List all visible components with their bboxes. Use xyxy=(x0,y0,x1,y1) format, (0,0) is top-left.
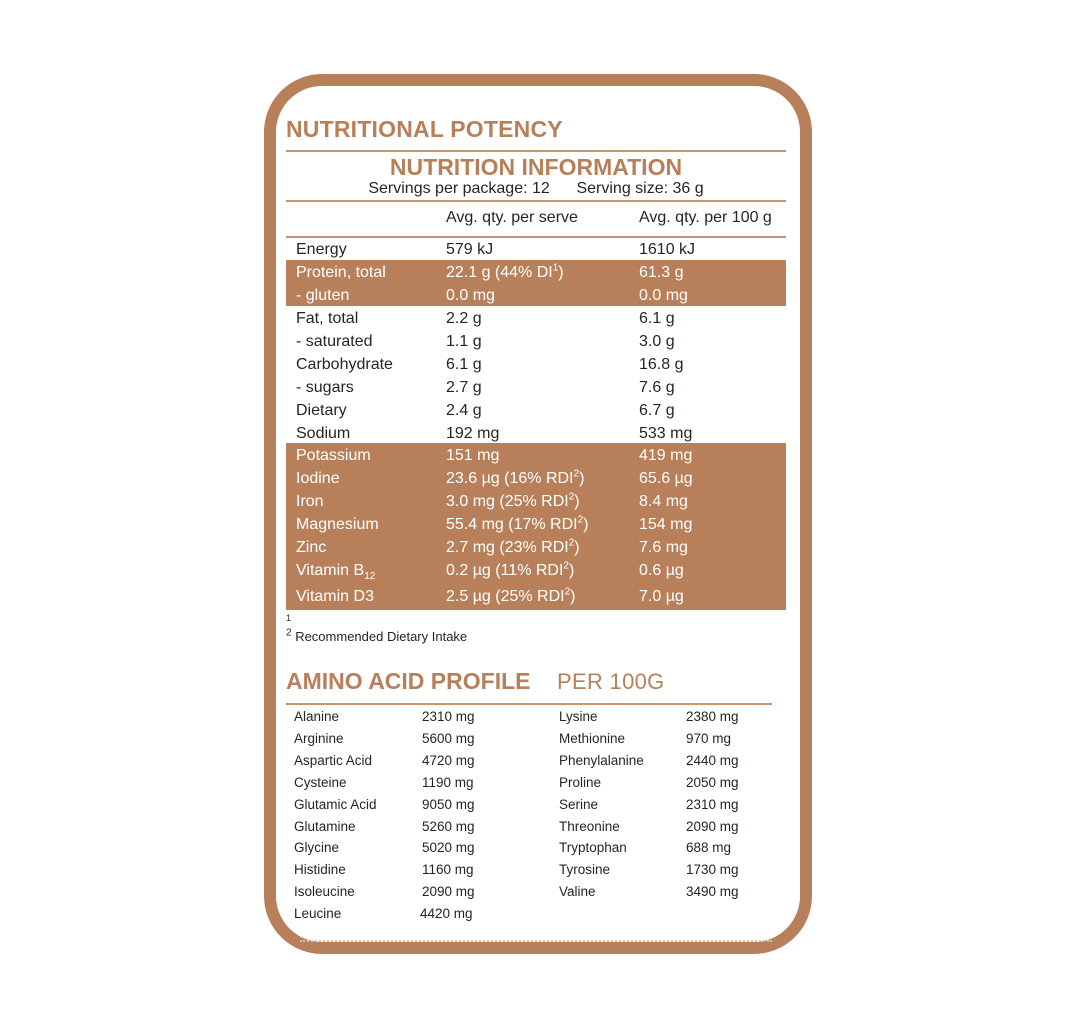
nutrition-row xyxy=(286,585,786,608)
amount-per-100g: 6.1 g xyxy=(639,310,675,327)
amount-per-100g: 65.6 µg xyxy=(639,470,693,487)
amino-name: Proline xyxy=(559,774,602,790)
amount-per-serve: 23.6 µg (16% RDI$^2$) xyxy=(446,468,585,487)
amount-per-serve: 3.0 mg (25% RDI$^2$) xyxy=(446,491,580,510)
nutrition-row xyxy=(286,422,786,445)
nutrition-title: NUTRITION INFORMATION xyxy=(389,154,683,180)
amount-per-100g: 7.0 µg xyxy=(639,588,684,605)
amino-name: Alanine xyxy=(294,709,340,724)
amino-value: 4720 mg xyxy=(422,752,475,768)
amount-per-100g: 1610 kJ xyxy=(639,241,696,258)
nutrition-row xyxy=(286,513,786,536)
amount-per-serve: 0.0 mg xyxy=(446,287,495,304)
amount-per-100g: 8.4 mg xyxy=(639,493,688,510)
nutrient-name: Energy xyxy=(296,241,347,258)
amino-name: Glutamine xyxy=(294,818,356,834)
amount-per-serve: 55.4 mg (17% RDI$^2$) xyxy=(446,514,589,533)
amount-per-100g: 0.6 µg xyxy=(639,562,684,579)
nutrient-name: Iodine xyxy=(296,470,340,487)
amino-name: Tryptophan xyxy=(559,840,627,856)
bottom-dotted-line xyxy=(300,940,772,942)
amino-value: 2380 mg xyxy=(686,709,739,724)
nutrition-row xyxy=(286,353,786,376)
nutrient-name: Dietary xyxy=(296,402,347,419)
amino-name: Glutamic Acid xyxy=(294,796,377,812)
amino-value: 2310 mg xyxy=(422,709,475,724)
amount-per-serve: 2.4 g xyxy=(446,402,482,419)
amount-per-100g: 61.3 g xyxy=(639,264,684,281)
nutrition-row xyxy=(286,444,786,467)
amino-name: Lysine xyxy=(559,709,598,724)
amino-value: 5260 mg xyxy=(422,818,475,834)
nutrient-name: - saturated xyxy=(296,333,373,350)
amino-row xyxy=(0,903,473,925)
amino-name: Glycine xyxy=(294,840,340,856)
nutrient-name: Vitamin D3 xyxy=(296,588,374,605)
amount-per-100g: 0.0 mg xyxy=(639,287,688,304)
nutrition-row xyxy=(286,490,786,513)
amount-per-100g: 154 mg xyxy=(639,516,693,533)
amino-divider xyxy=(286,703,772,705)
amino-name: Phenylalanine xyxy=(559,752,644,768)
nutrition-row xyxy=(286,284,786,307)
nutrient-name: Carbohydrate xyxy=(296,356,393,373)
servings-line xyxy=(286,180,786,198)
amino-name: Valine xyxy=(559,884,596,900)
amino-name: Serine xyxy=(559,796,599,812)
amino-value: 3490 mg xyxy=(686,884,739,900)
amino-name: Cysteine xyxy=(294,774,347,790)
amino-value: 9050 mg xyxy=(422,796,475,812)
nutrient-name: Fat, total xyxy=(296,310,359,327)
nutrition-row xyxy=(286,238,786,261)
amino-name: Aspartic Acid xyxy=(294,752,373,768)
column-header-per-100g: Avg. qty. per 100 g xyxy=(639,209,772,226)
amino-value: 1160 mg xyxy=(422,862,474,878)
amount-per-serve: 2.7 mg (23% RDI$^2$) xyxy=(446,537,580,556)
amount-per-100g: 6.7 g xyxy=(639,402,675,419)
nutrient-name: Potassium xyxy=(296,447,371,464)
amount-per-serve: 151 mg xyxy=(446,447,500,464)
amount-per-serve: 192 mg xyxy=(446,425,500,442)
amount-per-serve: 1.1 g xyxy=(446,333,482,350)
servings-per-package: Servings per package: 12 xyxy=(368,180,550,197)
amino-value: 2050 mg xyxy=(686,774,739,790)
nutrition-row xyxy=(286,376,786,399)
amino-value: 2440 mg xyxy=(686,752,739,768)
amino-value: 4420 mg xyxy=(420,906,473,922)
amount-per-100g: 533 mg xyxy=(639,425,693,442)
amount-per-serve: 2.2 g xyxy=(446,310,482,327)
column-header-per-serve: Avg. qty. per serve xyxy=(446,209,578,226)
amount-per-serve: 2.5 µg (25% RDI$^2$) xyxy=(446,586,576,605)
nutrient-name: Vitamin $B_{12}$ xyxy=(296,562,376,583)
amino-value: 2310 mg xyxy=(686,796,739,812)
nutrient-name: Sodium xyxy=(296,425,351,442)
nutrition-row xyxy=(286,536,786,559)
nutrition-row xyxy=(286,330,786,353)
amount-per-100g: 7.6 mg xyxy=(639,539,688,556)
amino-name: Threonine xyxy=(559,818,620,834)
nutrient-name: - gluten xyxy=(296,287,350,304)
amino-name: Methionine xyxy=(559,730,626,746)
amino-name: Tyrosine xyxy=(559,862,611,878)
nutrient-name: Magnesium xyxy=(296,516,379,533)
nutrition-row xyxy=(286,559,786,582)
nutrition-row xyxy=(286,399,786,422)
amino-name: Histidine xyxy=(294,862,346,878)
amount-per-serve: 2.7 g xyxy=(446,379,482,396)
amino-name: Arginine xyxy=(294,730,344,746)
footnote-1: 1 xyxy=(286,613,292,623)
nutrition-row xyxy=(286,261,786,284)
amino-subtitle: PER 100G xyxy=(557,669,665,694)
amino-value: 2090 mg xyxy=(686,818,739,834)
amount-per-serve: 0.2 µg (11% RDI$^2$) xyxy=(446,560,575,579)
nutrition-row xyxy=(286,307,786,330)
amino-value: 1730 mg xyxy=(686,862,739,878)
amino-value: 5600 mg xyxy=(422,730,475,746)
panel-title: NUTRITIONAL POTENCY xyxy=(286,116,563,142)
amino-value: 5020 mg xyxy=(422,840,475,856)
amino-value: 1190 mg xyxy=(422,774,474,790)
footnote-2: $^2$ Recommended Dietary Intake xyxy=(286,627,468,644)
amount-per-100g: 419 mg xyxy=(639,447,693,464)
nutrient-name: Protein, total xyxy=(296,264,386,281)
nutrient-name: Zinc xyxy=(296,539,327,556)
nutrition-row xyxy=(286,467,786,490)
amount-per-serve: 22.1 g (44% $DI^1$) xyxy=(446,262,564,281)
amount-per-serve: 579 kJ xyxy=(446,241,494,258)
amount-per-serve: 6.1 g xyxy=(446,356,482,373)
servings-divider xyxy=(286,200,786,202)
amino-value: 2090 mg xyxy=(422,884,475,900)
amino-title: AMINO ACID PROFILE xyxy=(286,668,531,694)
nutrient-name: - sugars xyxy=(296,379,354,396)
amount-per-100g: 16.8 g xyxy=(639,356,684,373)
amino-value: 688 mg xyxy=(686,840,732,856)
nutrient-name: Iron xyxy=(296,493,324,510)
title-divider xyxy=(286,150,786,152)
amount-per-100g: 3.0 g xyxy=(639,333,675,350)
amino-value: 970 mg xyxy=(686,730,732,746)
amount-per-100g: 7.6 g xyxy=(639,379,675,396)
amino-name: Leucine xyxy=(294,906,342,922)
serving-size: Serving size: 36 g xyxy=(576,180,704,197)
amino-name: Isoleucine xyxy=(294,884,355,900)
